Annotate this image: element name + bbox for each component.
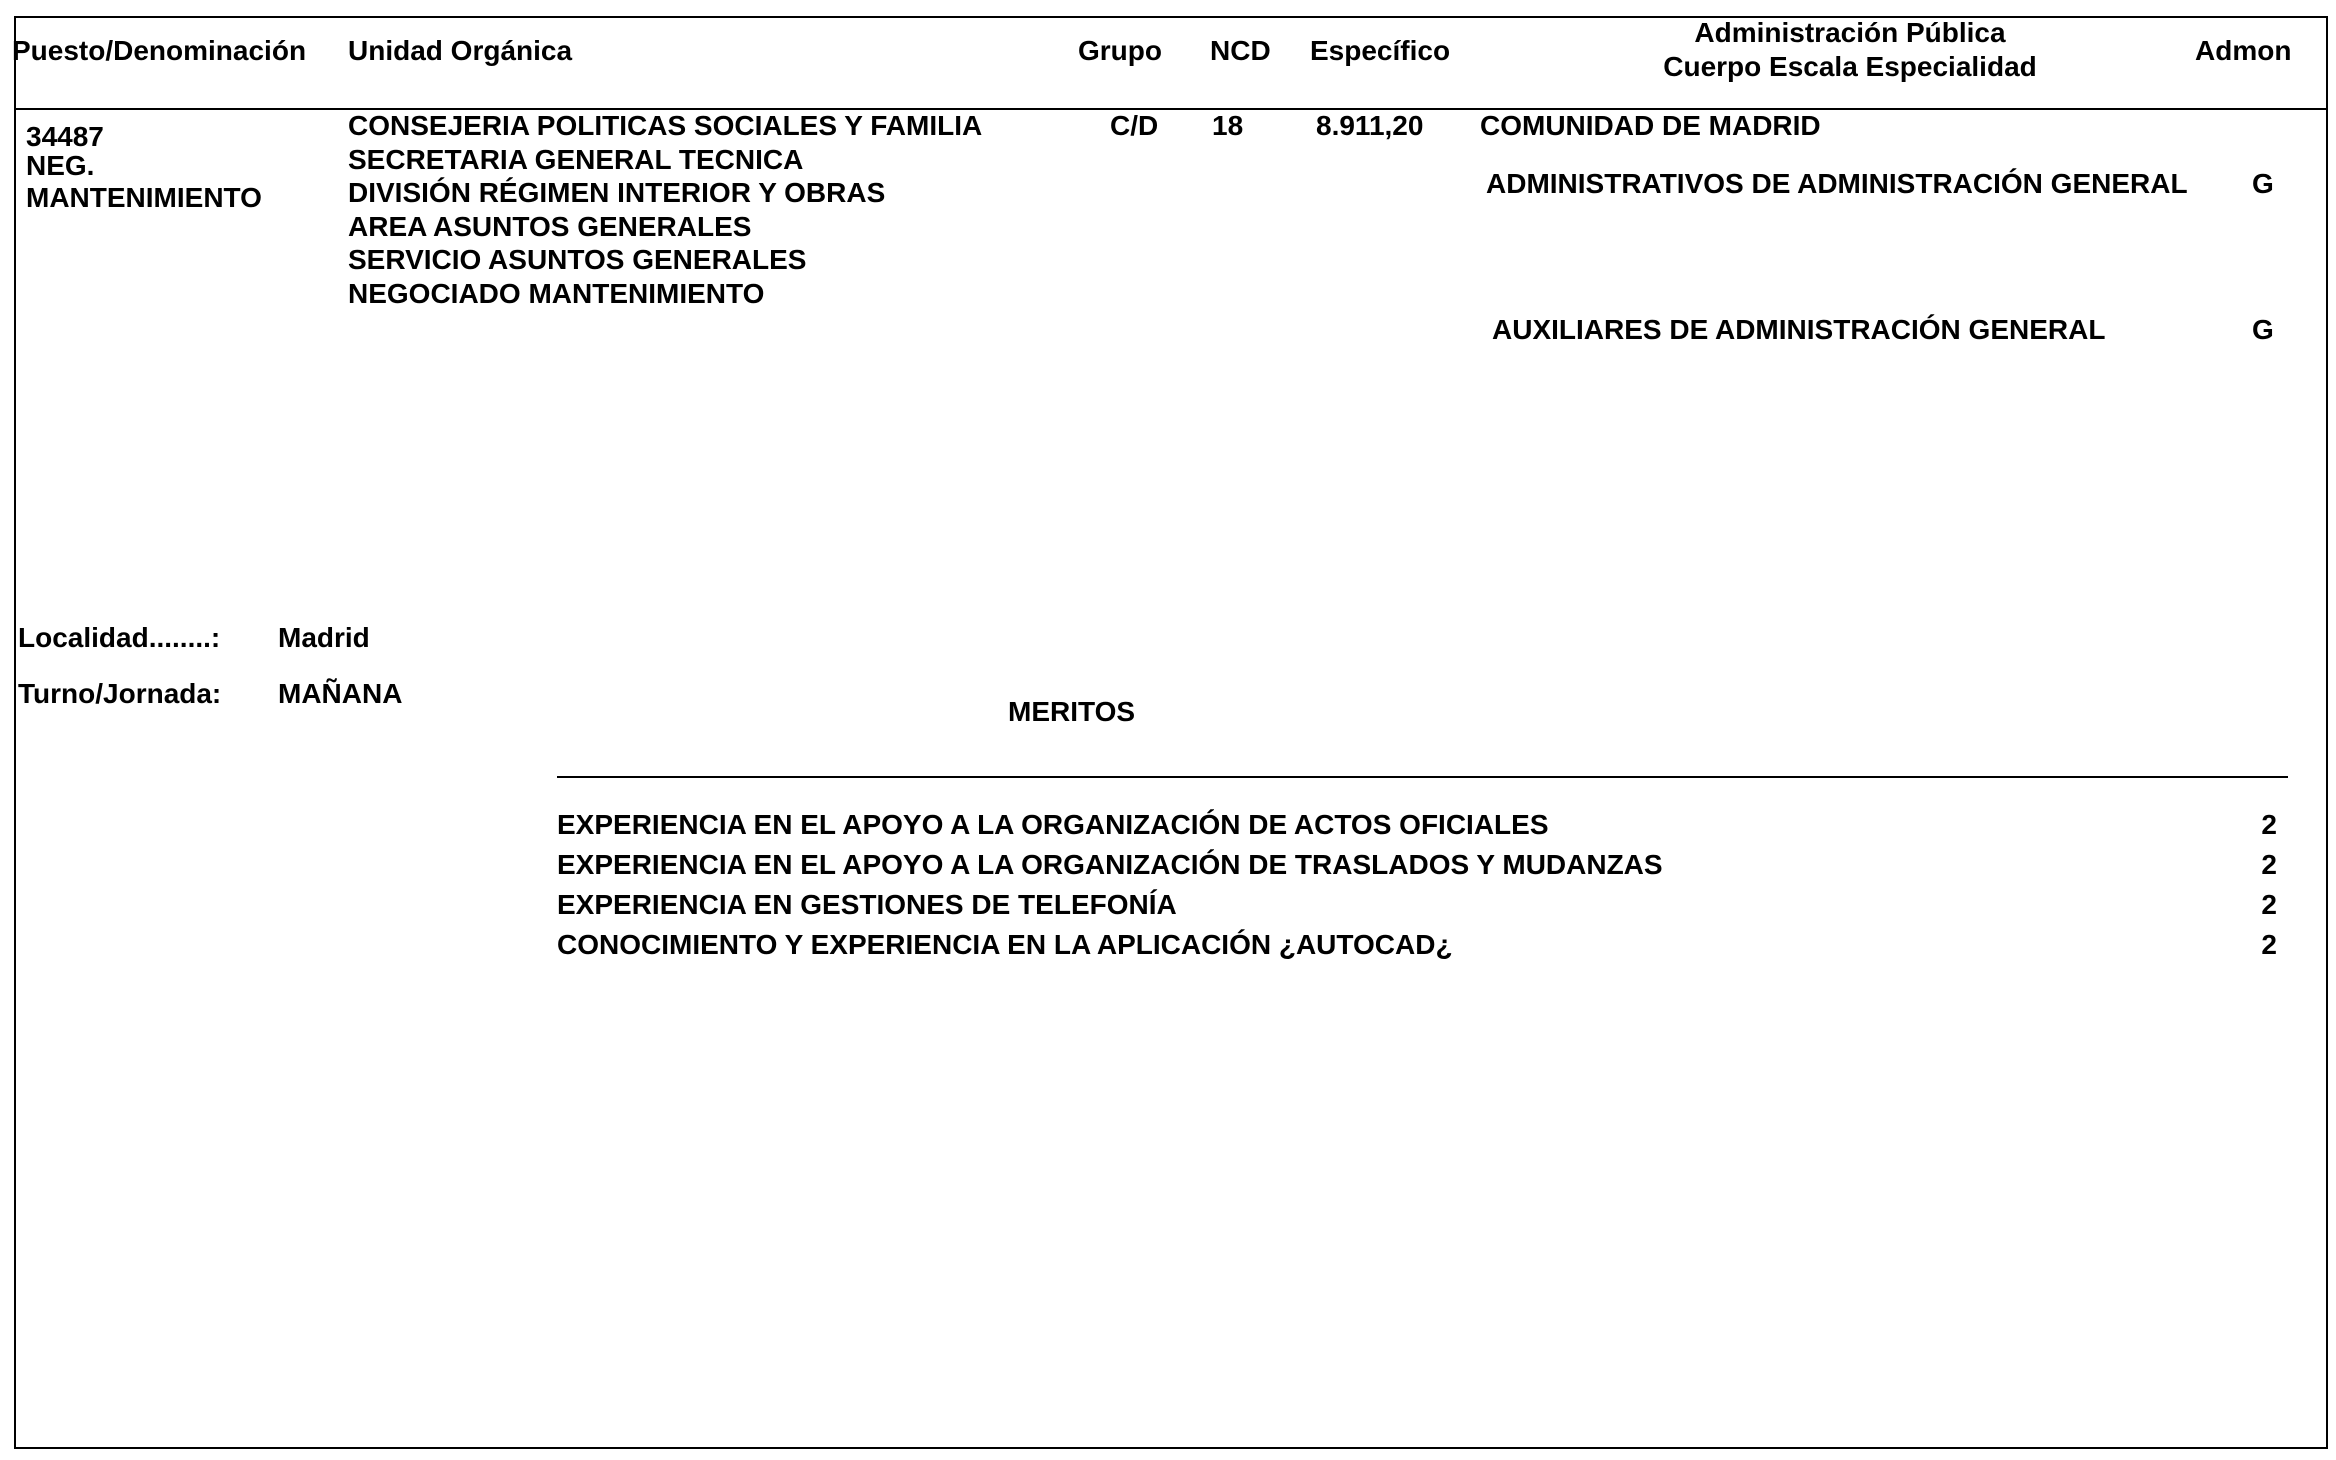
merit-text: EXPERIENCIA EN EL APOYO A LA ORGANIZACIÓN DE ACTOS OFICIALES: [557, 809, 1549, 840]
turno-label: Turno/Jornada:: [18, 678, 222, 709]
header-admon: Admon: [2195, 35, 2292, 66]
merit-points: 2: [2261, 809, 2277, 840]
header-especifico: Específico: [1310, 35, 1451, 66]
localidad-label: Localidad........:: [18, 622, 221, 653]
merit-text: EXPERIENCIA EN GESTIONES DE TELEFONÍA: [557, 889, 1177, 920]
unidad-line-1: CONSEJERIA POLITICAS SOCIALES Y FAMILIA: [348, 110, 983, 141]
turno-value: MAÑANA: [278, 678, 403, 709]
merit-text: CONOCIMIENTO Y EXPERIENCIA EN LA APLICACIÓN ¿AUTOCAD¿: [557, 929, 1453, 960]
cuerpo-1-admon: G: [2252, 168, 2274, 199]
header-puesto: Puesto/Denominación: [12, 35, 307, 66]
meritos-divider: [557, 776, 2288, 778]
localidad-value: Madrid: [278, 622, 370, 653]
cuerpo-1-name: ADMINISTRATIVOS DE ADMINISTRACIÓN GENERAL: [1486, 168, 2188, 199]
unidad-line-5: SERVICIO ASUNTOS GENERALES: [348, 244, 807, 275]
grupo-value: C/D: [1110, 110, 1159, 141]
merit-item: [557, 925, 2277, 965]
merit-item: [557, 845, 2277, 885]
denominacion-line-1: NEG.: [26, 150, 95, 181]
merit-item: [557, 805, 2277, 845]
merit-points: 2: [2261, 929, 2277, 960]
merit-text: EXPERIENCIA EN EL APOYO A LA ORGANIZACIÓN DE TRASLADOS Y MUDANZAS: [557, 849, 1663, 880]
header-cuerpo-escala: Cuerpo Escala Especialidad: [1663, 51, 2037, 82]
unidad-line-6: NEGOCIADO MANTENIMIENTO: [348, 278, 765, 309]
denominacion-line-2: MANTENIMIENTO: [26, 182, 262, 213]
merit-points: 2: [2261, 889, 2277, 920]
header-administracion-publica: Administración Pública: [1694, 17, 2006, 48]
cuerpo-2-admon: G: [2252, 314, 2274, 345]
merit-item: [557, 885, 2277, 925]
header-unidad: Unidad Orgánica: [348, 35, 573, 66]
administracion-value: COMUNIDAD DE MADRID: [1480, 110, 1821, 141]
header-grupo: Grupo: [1078, 35, 1162, 66]
puesto-codigo: 34487: [26, 121, 104, 152]
unidad-line-3: DIVISIÓN RÉGIMEN INTERIOR Y OBRAS: [348, 177, 886, 208]
cuerpo-2-name: AUXILIARES DE ADMINISTRACIÓN GENERAL: [1492, 314, 2106, 345]
unidad-line-4: AREA ASUNTOS GENERALES: [348, 211, 752, 242]
merit-points: 2: [2261, 849, 2277, 880]
ncd-value: 18: [1212, 110, 1244, 141]
header-ncd: NCD: [1210, 35, 1271, 66]
unidad-line-2: SECRETARIA GENERAL TECNICA: [348, 144, 804, 175]
meritos-title: MERITOS: [1008, 696, 1136, 727]
especifico-value: 8.911,20: [1316, 110, 1424, 141]
